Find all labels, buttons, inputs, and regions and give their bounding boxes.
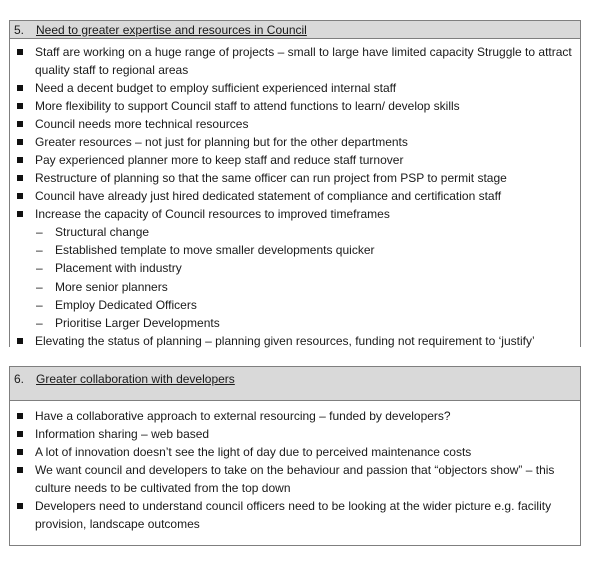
list-item-text: We want council and developers to take on the behaviour and passion that “objectors show” – this culture needs to be cultivated from the top down: [35, 463, 555, 495]
bullet-square-icon: [17, 431, 23, 437]
sub-list-item: [35, 259, 572, 277]
list-item: [10, 133, 580, 151]
bullet-square-icon: [17, 503, 23, 509]
dash-icon: –: [36, 243, 43, 258]
dash-icon: –: [36, 297, 43, 312]
list-item: [10, 187, 580, 205]
section-5-box: [9, 20, 581, 347]
bullet-square-icon: [17, 338, 23, 344]
sub-list-item: [35, 241, 572, 259]
section-6-title: Greater collaboration with developers: [36, 372, 235, 386]
section-6-number: 6.: [14, 372, 25, 386]
dash-icon: –: [36, 225, 43, 239]
list-item-text: Need a decent budget to employ sufficient experienced internal staff: [35, 81, 397, 95]
section-6-header: [10, 367, 580, 401]
section-5-title: Need to greater expertise and resources in Council: [36, 22, 307, 37]
bullet-square-icon: [17, 121, 23, 127]
section-6-box: [9, 366, 581, 546]
bullet-square-icon: [17, 413, 23, 419]
sub-list-item-text: Employ Dedicated Officers: [55, 297, 197, 312]
list-item-text: Information sharing – web based: [35, 427, 210, 441]
sub-list: [35, 223, 572, 332]
list-item: [10, 407, 580, 425]
list-item: [10, 461, 580, 497]
list-item: [10, 169, 580, 187]
bullet-square-icon: [17, 175, 23, 181]
sub-list-item-text: More senior planners: [55, 279, 168, 294]
list-item: [10, 497, 580, 533]
bullet-square-icon: [17, 103, 23, 109]
list-item: [10, 97, 580, 115]
dash-icon: –: [36, 279, 43, 294]
bullet-square-icon: [17, 157, 23, 163]
list-item-text: Council have already just hired dedicated statement of compliance and certification staff: [35, 189, 502, 203]
dash-icon: –: [36, 261, 43, 276]
bullet-square-icon: [17, 49, 23, 55]
sub-list-item: [35, 314, 572, 332]
list-item-text: Have a collaborative approach to external resourcing – funded by developers?: [35, 409, 451, 423]
list-item-text: Greater resources – not just for planning but for the other departments: [35, 135, 408, 149]
list-item: [10, 43, 580, 79]
dash-icon: –: [36, 316, 43, 331]
sub-list-item-text: Placement with industry: [55, 261, 182, 276]
list-item-text: Council needs more technical resources: [35, 117, 249, 131]
sub-list-item: [35, 223, 572, 241]
sub-list-item-text: Prioritise Larger Developments: [55, 316, 220, 331]
bullet-square-icon: [17, 211, 23, 217]
list-item-text: A lot of innovation doesn’t see the light of day due to perceived maintenance costs: [35, 445, 472, 459]
list-item-text: Developers need to understand council officers need to be looking at the wider picture e.g. facility provision, landscape outcomes: [35, 499, 552, 531]
list-item: [10, 425, 580, 443]
list-item: [10, 443, 580, 461]
list-item-text: Elevating the status of planning – planning given resources, funding not requirement to ‘justify’: [35, 334, 535, 349]
list-item-text: Restructure of planning so that the same officer can run project from PSP to permit stage: [35, 171, 507, 185]
bullet-square-icon: [17, 193, 23, 199]
section-5-number: 5.: [14, 22, 25, 37]
sub-list-item-text: Structural change: [55, 225, 150, 239]
sub-list-item: [35, 296, 572, 314]
list-item: [10, 205, 580, 332]
list-item: [10, 332, 580, 350]
section-5-header: [10, 21, 580, 39]
list-item-text: Staff are working on a huge range of projects – small to large have limited capacity Struggle to attract quality staff to regional areas: [35, 45, 572, 77]
bullet-square-icon: [17, 139, 23, 145]
list-item: [10, 151, 580, 169]
list-item: [10, 79, 580, 97]
bullet-square-icon: [17, 467, 23, 473]
bullet-square-icon: [17, 449, 23, 455]
sub-list-item-text: Established template to move smaller developments quicker: [55, 243, 375, 258]
sub-list-item: [35, 278, 572, 296]
list-item-text: Increase the capacity of Council resources to improved timeframes: [35, 207, 390, 221]
list-item-text: Pay experienced planner more to keep staff and reduce staff turnover: [35, 153, 404, 167]
section-6-list: [10, 401, 580, 533]
section-5-list: [10, 39, 580, 350]
bullet-square-icon: [17, 85, 23, 91]
list-item: [10, 115, 580, 133]
list-item-text: More flexibility to support Council staff to attend functions to learn/ develop skills: [35, 99, 460, 113]
